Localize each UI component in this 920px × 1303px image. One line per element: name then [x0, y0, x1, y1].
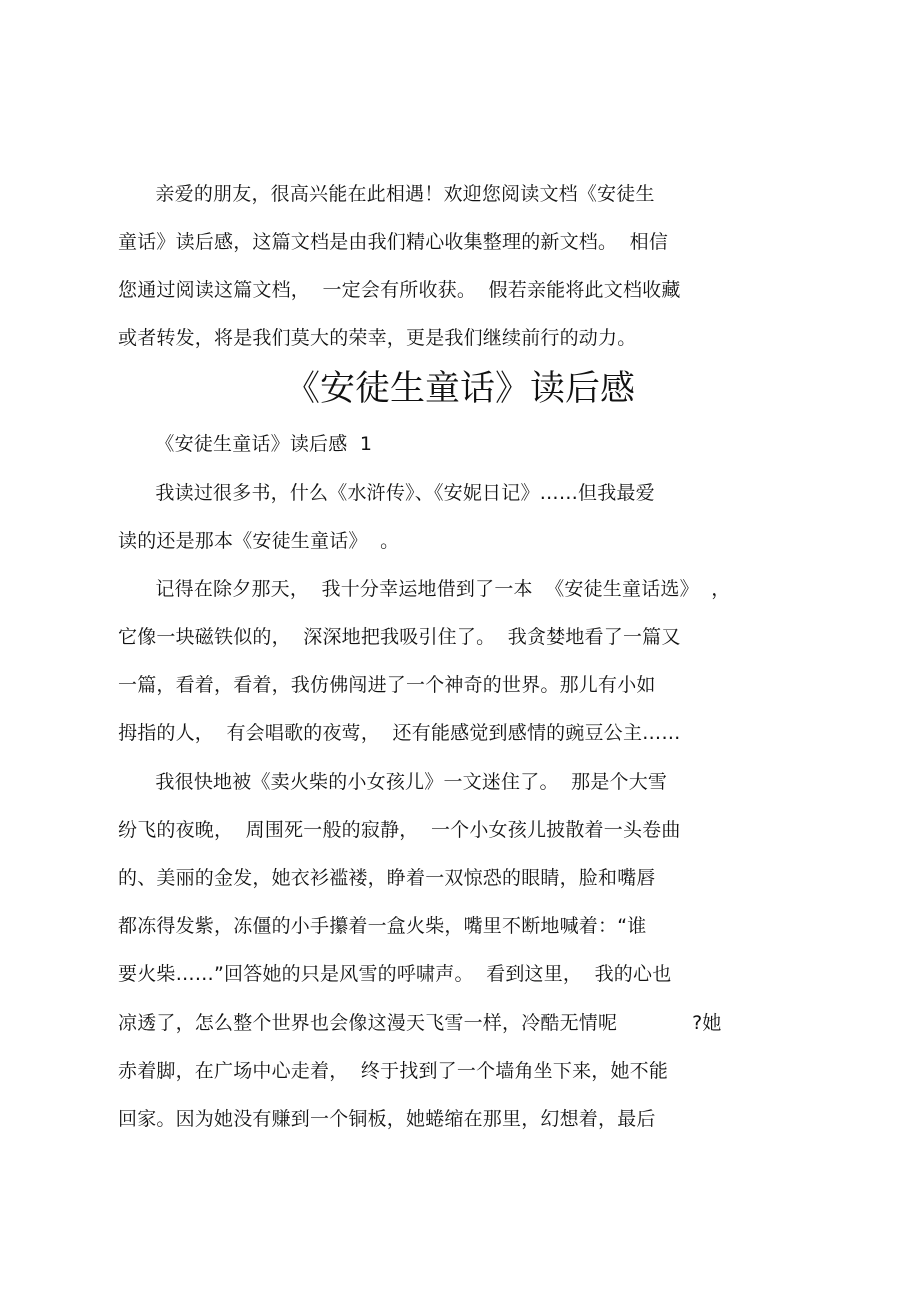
body-line-7: 我很快地被《卖火柴的小女孩儿》一文迷住了。 那是个大雪: [118, 771, 668, 793]
body-line-5: 一篇，看着，看着，我仿佛闯进了一个神奇的世界。那儿有小如: [118, 674, 656, 696]
body-line-14: 回家。因为她没有赚到一个铜板，她蜷缩在那里，幻想着，最后: [118, 1108, 656, 1130]
intro-line-1: 亲爱的朋友，很高兴能在此相遇！欢迎您阅读文档《安徒生: [118, 183, 655, 205]
intro-line-4: 或者转发，将是我们莫大的荣幸，更是我们继续前行的动力。: [118, 327, 637, 349]
body-line-1: 我读过很多书，什么《水浒传》、《安妮日记》……但我最爱: [118, 482, 655, 504]
body-line-11: 要火柴……”回答她的只是风雪的呼啸声。 看到这里， 我的心也: [118, 963, 672, 985]
body-line-10: 都冻得发紫，冻僵的小手攥着一盒火柴，嘴里不断地喊着：“谁: [118, 915, 647, 937]
intro-line-3: 您通过阅读这篇文档， 一定会有所收获。 假若亲能将此文档收藏: [118, 279, 681, 301]
body-line-3: 记得在除夕那天， 我十分幸运地借到了一本 《安徒生童话选》 ，: [118, 578, 731, 600]
body-line-4: 它像一块磁铁似的， 深深地把我吸引住了。 我贪婪地看了一篇又: [118, 626, 681, 648]
body-line-9: 的、美丽的金发，她衣衫褴褛，睁着一双惊恐的眼睛，脸和嘴唇: [118, 867, 656, 889]
document-title: 《安徒生童话》读后感: [284, 369, 635, 409]
intro-line-2: 童话》读后感，这篇文档是由我们精心收集整理的新文档。 相信: [118, 231, 669, 253]
body-line-8: 纷飞的夜晚， 周围死一般的寂静， 一个小女孩儿披散着一头卷曲: [118, 819, 681, 841]
body-line-2: 读的还是那本《安徒生童话》 。: [118, 530, 400, 552]
body-line-13: 赤着脚，在广场中心走着， 终于找到了一个墙角坐下来，她不能: [118, 1060, 669, 1082]
body-line-12: 凉透了，怎么整个世界也会像这漫天飞雪一样，冷酷无情呢 ?她: [118, 1012, 722, 1034]
body-line-6: 拇指的人， 有会唱歌的夜莺， 还有能感觉到感情的豌豆公主……: [118, 722, 681, 744]
section-subtitle: 《安徒生童话》读后感 1: [118, 433, 373, 455]
